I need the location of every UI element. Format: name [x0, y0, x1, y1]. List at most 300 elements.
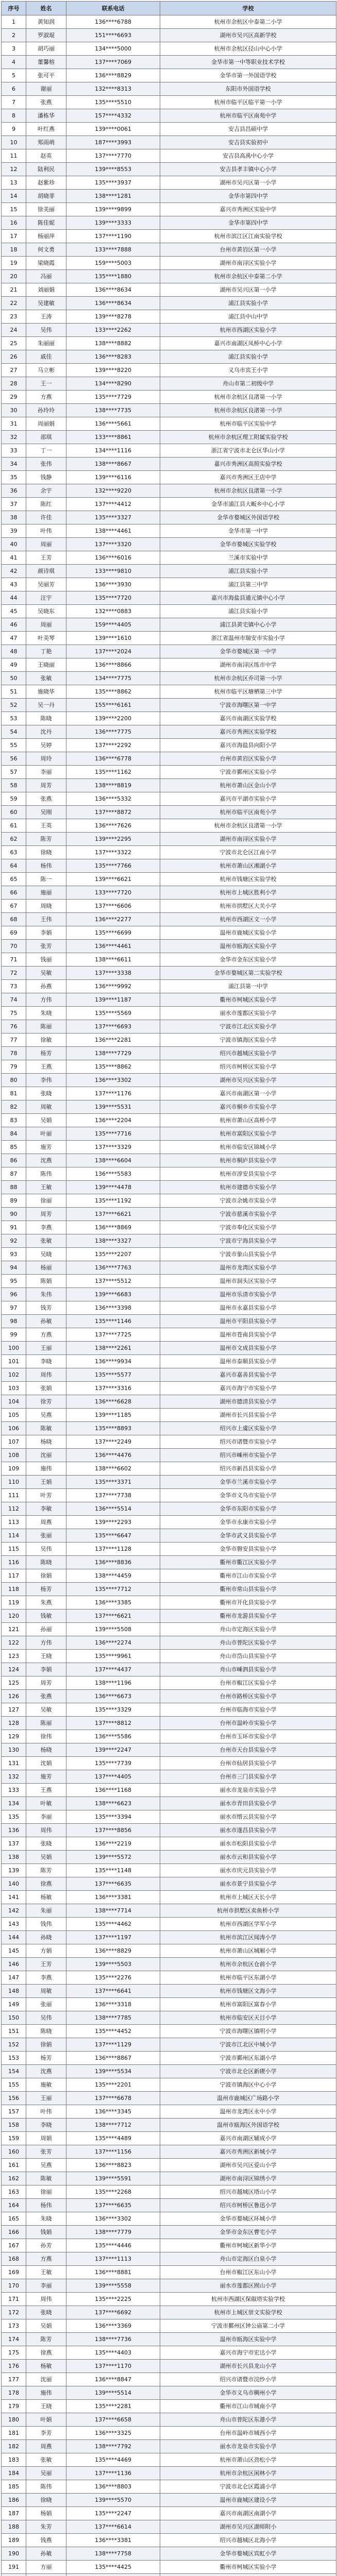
cell-phone: 139****2200	[66, 712, 160, 725]
cell-index: 109	[2, 1462, 26, 1476]
table-row	[2, 2065, 336, 2078]
cell-phone: 134****5000	[66, 42, 160, 56]
cell-school: 嘉兴市南湖区辅成小学	[160, 2132, 336, 2145]
table-row	[2, 2226, 336, 2239]
table-header-row	[2, 2, 336, 15]
cell-phone: 138****6602	[66, 1462, 160, 1476]
cell-phone	[66, 2574, 160, 2576]
cell-phone: 136****3302	[66, 1074, 160, 1087]
cell-index: 45	[2, 605, 26, 618]
cell-phone: 136****6016	[66, 551, 160, 565]
table-row	[2, 967, 336, 980]
table-row	[2, 136, 336, 149]
cell-index: 178	[2, 2386, 26, 2400]
cell-name: 李丽	[26, 1810, 66, 1824]
cell-school: 丽水市青田县实验小学	[160, 1797, 336, 1810]
cell-phone: 137****8812	[66, 1717, 160, 1730]
cell-phone: 135****1162	[66, 766, 160, 779]
cell-phone: 135****4403	[66, 2346, 160, 2360]
cell-name: 李娟	[26, 1663, 66, 1676]
cell-name: 王晓丽	[26, 658, 66, 672]
cell-index: 38	[2, 511, 26, 524]
cell-phone: 138****7736	[66, 2333, 160, 2346]
cell-index: 37	[2, 498, 26, 511]
cell-phone: 136****5661	[66, 417, 160, 431]
table-row	[2, 591, 336, 605]
cell-phone: 138****3327	[66, 1234, 160, 1248]
cell-school: 台州市天台县实验小学	[160, 1743, 336, 1757]
cell-name: 张晓	[26, 1837, 66, 1851]
table-row	[2, 1703, 336, 1717]
cell-school: 湖州市吴兴区爱山小学	[160, 2159, 336, 2172]
cell-school: 杭州市钱塘区实验学校	[160, 873, 336, 886]
cell-school: 义乌市宾王小学	[160, 364, 336, 377]
cell-school: 衢州市柯城区实验小学	[160, 993, 336, 1007]
cell-name: 吴丽芳	[26, 578, 66, 591]
cell-phone: 138****7758	[66, 2547, 160, 2561]
cell-index: 150	[2, 2011, 26, 2025]
cell-index: 145	[2, 1944, 26, 1958]
cell-phone: 136****3345	[66, 2105, 160, 2119]
table-row	[2, 297, 336, 310]
cell-school: 金华市义乌市稠州小学	[160, 2386, 336, 2400]
cell-school: 杭州市萧山区金山小学	[160, 779, 336, 792]
cell-phone: 139****5514	[66, 2386, 160, 2400]
cell-phone: 137****8872	[66, 806, 160, 819]
table-row	[2, 149, 336, 163]
cell-phone: 137****3329	[66, 1141, 160, 1154]
cell-name: 陈佳妮	[26, 216, 66, 230]
table-row	[2, 2185, 336, 2199]
cell-name: 叶伟	[26, 524, 66, 538]
cell-phone: 136****2204	[66, 1114, 160, 1127]
cell-name: 吴建敏	[26, 297, 66, 310]
cell-school: 金华市第一外国语学校	[160, 69, 336, 82]
cell-index: 191	[2, 2561, 26, 2574]
cell-phone: 137****1113	[66, 2252, 160, 2266]
cell-phone: 135****2247	[66, 2507, 160, 2520]
cell-index: 79	[2, 1060, 26, 1074]
cell-school: 宁波市江北区实验小学	[160, 1020, 336, 1033]
cell-name: 吴娟	[26, 1851, 66, 1864]
cell-name: 吴燕	[26, 2159, 66, 2172]
table-row	[2, 1060, 336, 1074]
cell-index: 179	[2, 2400, 26, 2413]
cell-school: 衢州市开化县实验小学	[160, 1596, 336, 1609]
cell-name: 徐晓	[26, 2494, 66, 2507]
cell-index: 104	[2, 1395, 26, 1409]
cell-name: 沈丹	[26, 725, 66, 739]
table-row	[2, 658, 336, 672]
cell-phone: 135****4425	[66, 2561, 160, 2574]
table-row	[2, 1971, 336, 1985]
cell-school: 金华市婺城区第二实验学校	[160, 967, 336, 980]
cell-school: 宁波市海曙区第一中学	[160, 699, 336, 712]
table-row	[2, 1569, 336, 1583]
cell-school: 安吉县高禹中心小学	[160, 149, 336, 163]
cell-phone: 138****7785	[66, 2011, 160, 2025]
cell-school: 杭州市拱墅区卖鱼桥小学	[160, 1904, 336, 1918]
cell-name: 刘丽娟	[26, 283, 66, 297]
cell-phone: 139****5591	[66, 2172, 160, 2185]
cell-index: 170	[2, 2279, 26, 2293]
cell-index: 171	[2, 2293, 26, 2306]
cell-school: 杭州市西湖区学军小学	[160, 1918, 336, 1931]
cell-phone: 137****7069	[66, 56, 160, 69]
cell-school: 浦江县黄宅镇中心小学	[160, 618, 336, 632]
table-row	[2, 1516, 336, 1529]
table-row	[2, 310, 336, 324]
cell-name: 王晓	[26, 2400, 66, 2413]
table-row	[2, 1636, 336, 1650]
cell-phone: 135****7766	[66, 859, 160, 873]
table-row	[2, 1449, 336, 1462]
cell-school: 嘉兴市海宁市宏达小学	[160, 2346, 336, 2360]
cell-name: 李丽	[26, 2279, 66, 2293]
table-row	[2, 1007, 336, 1020]
cell-name: 冯丽	[26, 270, 66, 283]
cell-name: 叶敏	[26, 1797, 66, 1810]
cell-index: 19	[2, 257, 26, 270]
table-row	[2, 1985, 336, 1998]
cell-index: 9	[2, 123, 26, 136]
table-row	[2, 1797, 336, 1810]
cell-name: 徐丽	[26, 1194, 66, 1208]
cell-phone: 134****8290	[66, 377, 160, 391]
cell-school: 湖州市吴兴区湖师附小	[160, 2520, 336, 2534]
cell-index: 94	[2, 1261, 26, 1275]
cell-index: 134	[2, 1797, 26, 1810]
cell-index: 98	[2, 1315, 26, 1328]
cell-index: 126	[2, 1690, 26, 1703]
cell-phone: 136****6628	[66, 1395, 160, 1409]
cell-index: 12	[2, 163, 26, 176]
cell-name: 杨芳	[26, 1583, 66, 1596]
table-row	[2, 953, 336, 967]
table-row	[2, 1087, 336, 1100]
cell-school: 杭州市滨江区闻涛小学	[160, 1931, 336, 1944]
cell-index: 154	[2, 2065, 26, 2078]
table-row	[2, 1368, 336, 1382]
cell-name: 朱晓	[26, 1007, 66, 1020]
cell-school: 温州市泰顺县实验小学	[160, 1355, 336, 1368]
roster-table	[1, 1, 336, 2576]
cell-index: 133	[2, 1784, 26, 1797]
cell-school: 衢州市衢江区实验小学	[160, 1556, 336, 1569]
cell-index: 173	[2, 2319, 26, 2333]
table-row	[2, 1342, 336, 1355]
table-row	[2, 1770, 336, 1784]
cell-school: 杭州市上城区胜利小学	[160, 886, 336, 900]
table-row	[2, 833, 336, 846]
cell-phone: 137****2249	[66, 1435, 160, 1449]
table-row	[2, 2212, 336, 2226]
table-row	[2, 1074, 336, 1087]
cell-name: 施伟	[26, 1462, 66, 1476]
cell-school: 舟山市岱山县实验小学	[160, 1650, 336, 1663]
cell-index: 29	[2, 391, 26, 404]
cell-school: 丽水市莲都区实验小学	[160, 1007, 336, 1020]
cell-name: 周芳	[26, 1676, 66, 1690]
cell-phone: 138****6604	[66, 1154, 160, 1167]
cell-index: 169	[2, 2266, 26, 2279]
cell-school: 金华市磐安县实验小学	[160, 1543, 336, 1556]
cell-name: 孙芳	[26, 2239, 66, 2252]
cell-index: 56	[2, 752, 26, 766]
cell-index: 115	[2, 1543, 26, 1556]
cell-school: 杭州市淳安县实验小学	[160, 1167, 336, 1181]
cell-school: 杭州市上城区天长小学	[160, 1891, 336, 1904]
cell-index: 31	[2, 417, 26, 431]
cell-school: 绍兴市柯桥区实验小学	[160, 1060, 336, 1074]
cell-school: 温州市鹿城区广场路小学	[160, 2092, 336, 2105]
cell-phone: 138****7792	[66, 2440, 160, 2453]
cell-index: 141	[2, 1891, 26, 1904]
cell-phone: 134****7775	[66, 672, 160, 685]
cell-school: 台州市黄岩区实验小学	[160, 752, 336, 766]
cell-phone: 137****6641	[66, 1985, 160, 1998]
cell-school: 杭州市滨江区江南实验学校	[160, 230, 336, 243]
cell-name: 朱丽丽	[26, 337, 66, 350]
cell-name: 何文勇	[26, 243, 66, 257]
cell-index: 131	[2, 1757, 26, 1770]
cell-name: 孙玲玲	[26, 404, 66, 417]
cell-name: 吴婷	[26, 739, 66, 752]
table-row	[2, 109, 336, 123]
cell-phone: 136****3381	[66, 2534, 160, 2547]
cell-index: 46	[2, 618, 26, 632]
table-row	[2, 1650, 336, 1663]
cell-school: 嘉兴市海宁市实验小学	[160, 1382, 336, 1395]
cell-phone: 138****7714	[66, 1904, 160, 1918]
cell-index: 49	[2, 658, 26, 672]
cell-phone: 135****7729	[66, 391, 160, 404]
cell-index: 54	[2, 725, 26, 739]
cell-index: 22	[2, 297, 26, 310]
table-row	[2, 712, 336, 725]
cell-name: 徐伟	[26, 1730, 66, 1743]
cell-school: 绍兴市新昌县实验小学	[160, 1462, 336, 1476]
cell-name: 王丽	[26, 1342, 66, 1355]
cell-school: 浦江县第一中学	[160, 980, 336, 993]
cell-index: 127	[2, 1703, 26, 1717]
cell-index: 142	[2, 1904, 26, 1918]
cell-index: 129	[2, 1730, 26, 1743]
cell-school: 嘉兴市秀洲区王店中学	[160, 471, 336, 484]
cell-index: 84	[2, 1127, 26, 1141]
cell-index: 108	[2, 1449, 26, 1462]
cell-name: 徐娟	[26, 1569, 66, 1583]
cell-index: 187	[2, 2507, 26, 2520]
cell-school: 金华市浦江县大畈乡中心小学	[160, 498, 336, 511]
table-row	[2, 2145, 336, 2159]
cell-name: 吴娟	[26, 2319, 66, 2333]
cell-name: 董馨榕	[26, 56, 66, 69]
cell-phone: 132****9220	[66, 484, 160, 498]
table-row	[2, 538, 336, 551]
table-row	[2, 2494, 336, 2507]
table-row	[2, 377, 336, 391]
cell-school: 宁波市余姚市实验小学	[160, 1194, 336, 1208]
table-row	[2, 1275, 336, 1288]
cell-index: 95	[2, 1275, 26, 1288]
cell-phone: 135****3371	[66, 1476, 160, 1489]
cell-name: 吴敏	[26, 967, 66, 980]
cell-phone: 139****8553	[66, 163, 160, 176]
cell-name: 叶红燕	[26, 123, 66, 136]
cell-name: 陈伟	[26, 1167, 66, 1181]
cell-school: 金华市第一中等职业技术学校	[160, 56, 336, 69]
cell-name: 钱燕	[26, 2534, 66, 2547]
table-row	[2, 1328, 336, 1342]
cell-school: 绍兴市越城区北海小学	[160, 2534, 336, 2547]
cell-school: 台州市临海市实验小学	[160, 1703, 336, 1717]
cell-index: 25	[2, 337, 26, 350]
table-row	[2, 1596, 336, 1609]
cell-name: 张晓	[26, 2306, 66, 2319]
cell-phone: 136****4476	[66, 1449, 160, 1462]
cell-name: 朱芳	[26, 2520, 66, 2534]
cell-name: 朱燕	[26, 1596, 66, 1609]
cell-index: 88	[2, 1181, 26, 1194]
cell-name: 朱晓	[26, 2212, 66, 2226]
cell-index: 40	[2, 538, 26, 551]
table-row	[2, 1502, 336, 1516]
table-row	[2, 2266, 336, 2279]
cell-school: 嘉兴市南湖区第一小学	[160, 1087, 336, 1100]
cell-phone: 139****2293	[66, 1516, 160, 1529]
cell-school: 金华市婺城区环城小学	[160, 2212, 336, 2226]
table-row	[2, 739, 336, 752]
cell-school: 嘉兴市南湖区南湖小学	[160, 2507, 336, 2520]
cell-index: 27	[2, 364, 26, 377]
cell-index: 160	[2, 2145, 26, 2159]
header-name: 姓名	[26, 2, 66, 15]
table-row	[2, 350, 336, 364]
cell-school: 杭州市西湖区实验小学	[160, 324, 336, 337]
table-row	[2, 699, 336, 712]
cell-phone: 135****7716	[66, 1127, 160, 1141]
cell-school: 台州市黄岩区第一小学	[160, 243, 336, 257]
cell-school: 衢州市龙游县实验小学	[160, 1609, 336, 1623]
table-row	[2, 1958, 336, 1971]
cell-phone: 137****1128	[66, 1543, 160, 1556]
cell-school: 温州市文成县实验小学	[160, 1342, 336, 1355]
cell-name: 孙敏	[26, 1315, 66, 1328]
cell-index: 162	[2, 2172, 26, 2185]
table-row	[2, 1355, 336, 1368]
cell-index: 161	[2, 2159, 26, 2172]
cell-phone: 137****1136	[66, 2467, 160, 2480]
cell-phone: 135****8862	[66, 685, 160, 699]
cell-index: 70	[2, 940, 26, 953]
cell-index: 18	[2, 243, 26, 257]
cell-name: 周燕	[26, 2440, 66, 2453]
cell-school: 安吉县孝丰镇中心小学	[160, 163, 336, 176]
table-row	[2, 2252, 336, 2266]
cell-name: 陈娟	[26, 1275, 66, 1288]
cell-school: 杭州市余杭区中泰第二小学	[160, 270, 336, 283]
cell-name: 孙燕	[26, 980, 66, 993]
cell-phone: 137****2292	[66, 739, 160, 752]
cell-name: 王敏	[26, 1181, 66, 1194]
cell-phone: 187****3993	[66, 136, 160, 149]
cell-school: 浦江县第三中学	[160, 578, 336, 591]
cell-index: 17	[2, 230, 26, 243]
cell-name: 丁一	[26, 444, 66, 457]
cell-school: 丽水市莲都区囿山小学	[160, 2279, 336, 2293]
cell-school: 杭州市余杭区良渚第一小学	[160, 819, 336, 833]
table-row	[2, 900, 336, 913]
table-row	[2, 1221, 336, 1234]
cell-index: 91	[2, 1221, 26, 1234]
table-row	[2, 605, 336, 618]
table-row	[2, 2453, 336, 2467]
cell-phone: 137****3320	[66, 538, 160, 551]
table-row	[2, 1315, 336, 1328]
cell-school: 嘉兴市南湖区凤桥中心小学	[160, 337, 336, 350]
table-row	[2, 2306, 336, 2319]
cell-name: 徐燕	[26, 2346, 66, 2360]
cell-name: 叶娟	[26, 2413, 66, 2427]
cell-phone: 136****9934	[66, 1355, 160, 1368]
cell-name: 方丽	[26, 2561, 66, 2574]
cell-phone: 137****5512	[66, 1275, 160, 1288]
cell-phone: 135****3329	[66, 1703, 160, 1717]
cell-school: 温州市瓯海区实验中学	[160, 2333, 336, 2346]
cell-phone: 136****3398	[66, 1301, 160, 1315]
cell-name: 王伟	[26, 913, 66, 926]
cell-name: 张晓	[26, 1087, 66, 1100]
table-row	[2, 283, 336, 297]
table-row	[2, 163, 336, 176]
cell-phone: 133****2262	[66, 324, 160, 337]
cell-name: 颜诗琪	[26, 565, 66, 578]
cell-name: 杨芳	[26, 2052, 66, 2065]
cell-name: 叶芳	[26, 1489, 66, 1502]
cell-name: 吴刚	[26, 806, 66, 819]
cell-index: 124	[2, 1663, 26, 1676]
cell-school: 温州市鹿城区实验小学	[160, 926, 336, 940]
cell-index: 7	[2, 96, 26, 109]
table-row	[2, 391, 336, 404]
cell-school: 宁波市镇海区中心小学	[160, 2078, 336, 2092]
cell-index: 186	[2, 2494, 26, 2507]
table-row	[2, 1194, 336, 1208]
table-row	[2, 1422, 336, 1435]
table-body	[2, 15, 336, 2576]
table-row	[2, 1047, 336, 1060]
cell-school: 杭州市临平区塘栖第三中学	[160, 685, 336, 699]
cell-school: 丽水市龙泉市实验小学	[160, 1784, 336, 1797]
cell-school: 嘉兴市桐乡市实验小学	[160, 1100, 336, 1114]
table-row	[2, 1730, 336, 1743]
cell-index: 180	[2, 2413, 26, 2427]
cell-phone: 137****6606	[66, 900, 160, 913]
table-row	[2, 56, 336, 69]
cell-phone: 139****5531	[66, 1100, 160, 1114]
cell-school: 舟山市普陀区东港小学	[160, 2413, 336, 2427]
cell-name: 杨丽	[26, 1261, 66, 1275]
cell-name: 张敏	[26, 2453, 66, 2467]
table-row	[2, 685, 336, 699]
cell-index: 90	[2, 1208, 26, 1221]
cell-school: 杭州市余杭区良渚第一小学	[160, 484, 336, 498]
cell-school: 舟山市嵊泗县实验小学	[160, 1663, 336, 1676]
cell-school: 绍兴市越城区塔山小学	[160, 2185, 336, 2199]
cell-name: 陈晓	[26, 712, 66, 725]
cell-phone: 135****5577	[66, 1368, 160, 1382]
